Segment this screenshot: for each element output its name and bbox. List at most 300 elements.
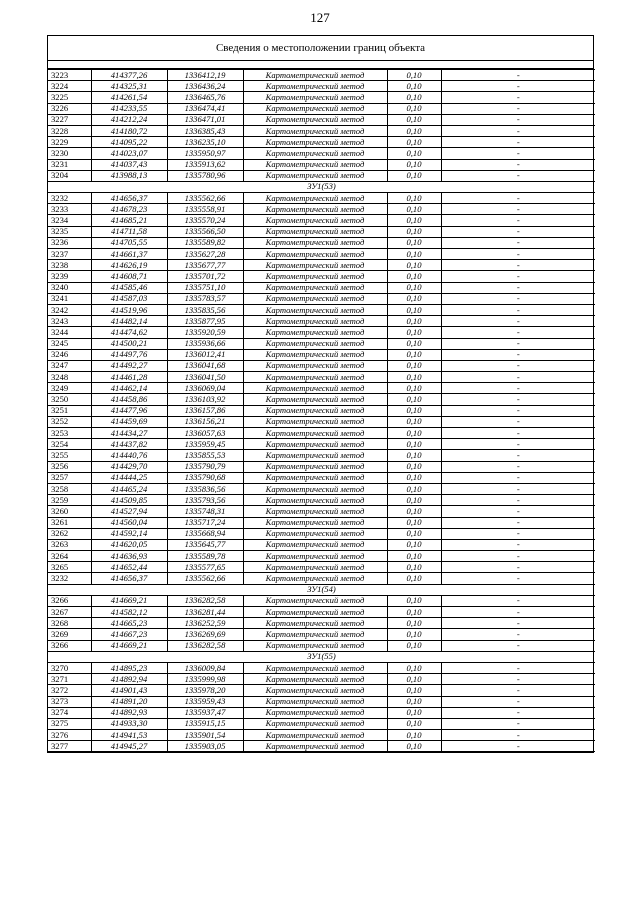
x-coordinate-cell: 414901,43 [91, 685, 167, 696]
table-row [48, 304, 595, 315]
page-number: 127 [310, 10, 330, 25]
method-cell: Картометрический метод [243, 528, 387, 539]
precision-cell: 0,10 [387, 405, 441, 416]
precision-cell: 0,10 [387, 707, 441, 718]
note-cell: - [441, 551, 595, 562]
y-coordinate-cell: 1336385,43 [167, 125, 243, 136]
y-coordinate-cell: 1335936,66 [167, 338, 243, 349]
x-coordinate-cell: 414180,72 [91, 125, 167, 136]
y-coordinate-cell: 1336471,01 [167, 114, 243, 125]
x-coordinate-cell: 414678,23 [91, 204, 167, 215]
method-cell: Картометрический метод [243, 607, 387, 618]
point-id-cell: 3255 [48, 450, 91, 461]
y-coordinate-cell: 1335959,43 [167, 696, 243, 707]
x-coordinate-cell: 414667,23 [91, 629, 167, 640]
method-cell: Картометрический метод [243, 193, 387, 204]
table-row [48, 495, 595, 506]
point-id-cell: 3249 [48, 383, 91, 394]
y-coordinate-cell: 1335577,65 [167, 562, 243, 573]
table-row [48, 70, 595, 81]
precision-cell: 0,10 [387, 640, 441, 651]
note-cell: - [441, 394, 595, 405]
point-id-cell: 3250 [48, 394, 91, 405]
note-cell: - [441, 92, 595, 103]
y-coordinate-cell: 1335562,66 [167, 573, 243, 584]
coordinates-sheet [47, 35, 594, 753]
point-id-cell: 3261 [48, 517, 91, 528]
y-coordinate-cell: 1336252,59 [167, 618, 243, 629]
point-id-cell: 3204 [48, 170, 91, 181]
point-id-cell: 3233 [48, 204, 91, 215]
point-id-cell: 3262 [48, 528, 91, 539]
table-row [48, 260, 595, 271]
x-coordinate-cell: 414585,46 [91, 282, 167, 293]
method-cell: Картометрический метод [243, 539, 387, 550]
x-coordinate-cell: 414482,14 [91, 316, 167, 327]
section-heading: ЗУ1(54) [48, 584, 595, 595]
point-id-cell: 3256 [48, 461, 91, 472]
precision-cell: 0,10 [387, 495, 441, 506]
precision-cell: 0,10 [387, 193, 441, 204]
x-coordinate-cell: 414437,82 [91, 439, 167, 450]
note-cell: - [441, 237, 595, 248]
method-cell: Картометрический метод [243, 562, 387, 573]
table-row [48, 629, 595, 640]
method-cell: Картометрический метод [243, 316, 387, 327]
y-coordinate-cell: 1335717,24 [167, 517, 243, 528]
x-coordinate-cell: 414233,55 [91, 103, 167, 114]
method-cell: Картометрический метод [243, 360, 387, 371]
point-id-cell: 3235 [48, 226, 91, 237]
x-coordinate-cell: 414519,96 [91, 304, 167, 315]
y-coordinate-cell: 1335920,59 [167, 327, 243, 338]
point-id-cell: 3247 [48, 360, 91, 371]
note-cell: - [441, 685, 595, 696]
point-id-cell: 3266 [48, 640, 91, 651]
point-id-cell: 3259 [48, 495, 91, 506]
x-coordinate-cell: 414661,37 [91, 249, 167, 260]
point-id-cell: 3270 [48, 662, 91, 673]
y-coordinate-cell: 1335915,15 [167, 718, 243, 729]
precision-cell: 0,10 [387, 696, 441, 707]
x-coordinate-cell: 414636,93 [91, 551, 167, 562]
point-id-cell: 3277 [48, 741, 91, 752]
x-coordinate-cell: 414669,21 [91, 595, 167, 606]
table-row [48, 517, 595, 528]
precision-cell: 0,10 [387, 629, 441, 640]
point-id-cell: 3265 [48, 562, 91, 573]
method-cell: Картометрический метод [243, 696, 387, 707]
point-id-cell: 3267 [48, 607, 91, 618]
note-cell: - [441, 718, 595, 729]
point-id-cell: 3273 [48, 696, 91, 707]
x-coordinate-cell: 414023,07 [91, 148, 167, 159]
precision-cell: 0,10 [387, 506, 441, 517]
x-coordinate-cell: 414895,23 [91, 662, 167, 673]
point-id-cell: 3229 [48, 137, 91, 148]
table-row [48, 696, 595, 707]
y-coordinate-cell: 1335903,05 [167, 741, 243, 752]
point-id-cell: 3266 [48, 595, 91, 606]
note-cell: - [441, 271, 595, 282]
x-coordinate-cell: 413988,13 [91, 170, 167, 181]
y-coordinate-cell: 1336282,58 [167, 595, 243, 606]
x-coordinate-cell: 414592,14 [91, 528, 167, 539]
method-cell: Картометрический метод [243, 495, 387, 506]
x-coordinate-cell: 414509,85 [91, 495, 167, 506]
precision-cell: 0,10 [387, 730, 441, 741]
precision-cell: 0,10 [387, 215, 441, 226]
precision-cell: 0,10 [387, 349, 441, 360]
table-row [48, 730, 595, 741]
table-row [48, 92, 595, 103]
table-row [48, 293, 595, 304]
precision-cell: 0,10 [387, 293, 441, 304]
x-coordinate-cell: 414492,27 [91, 360, 167, 371]
note-cell: - [441, 450, 595, 461]
point-id-cell: 3276 [48, 730, 91, 741]
y-coordinate-cell: 1336282,58 [167, 640, 243, 651]
precision-cell: 0,10 [387, 741, 441, 752]
y-coordinate-cell: 1335589,82 [167, 237, 243, 248]
table-row [48, 483, 595, 494]
point-id-cell: 3231 [48, 159, 91, 170]
table-row [48, 316, 595, 327]
coordinates-table [48, 69, 595, 752]
precision-cell: 0,10 [387, 304, 441, 315]
method-cell: Картометрический метод [243, 416, 387, 427]
note-cell: - [441, 618, 595, 629]
x-coordinate-cell: 414440,76 [91, 450, 167, 461]
method-cell: Картометрический метод [243, 439, 387, 450]
precision-cell: 0,10 [387, 70, 441, 81]
x-coordinate-cell: 414500,21 [91, 338, 167, 349]
point-id-cell: 3244 [48, 327, 91, 338]
x-coordinate-cell: 414620,05 [91, 539, 167, 550]
method-cell: Картометрический метод [243, 204, 387, 215]
x-coordinate-cell: 414626,19 [91, 260, 167, 271]
table-row [48, 103, 595, 114]
section-heading: ЗУ1(53) [48, 181, 595, 192]
table-row [48, 640, 595, 651]
y-coordinate-cell: 1335751,10 [167, 282, 243, 293]
y-coordinate-cell: 1336474,41 [167, 103, 243, 114]
point-id-cell: 3258 [48, 483, 91, 494]
note-cell: - [441, 114, 595, 125]
method-cell: Картометрический метод [243, 260, 387, 271]
note-cell: - [441, 405, 595, 416]
note-cell: - [441, 472, 595, 483]
precision-cell: 0,10 [387, 282, 441, 293]
y-coordinate-cell: 1336412,19 [167, 70, 243, 81]
method-cell: Картометрический метод [243, 718, 387, 729]
table-row [48, 472, 595, 483]
x-coordinate-cell: 414945,27 [91, 741, 167, 752]
y-coordinate-cell: 1335780,96 [167, 170, 243, 181]
precision-cell: 0,10 [387, 618, 441, 629]
table-row [48, 148, 595, 159]
precision-cell: 0,10 [387, 125, 441, 136]
y-coordinate-cell: 1336281,44 [167, 607, 243, 618]
y-coordinate-cell: 1336157,86 [167, 405, 243, 416]
method-cell: Картометрический метод [243, 226, 387, 237]
y-coordinate-cell: 1336269,69 [167, 629, 243, 640]
y-coordinate-cell: 1335566,50 [167, 226, 243, 237]
precision-cell: 0,10 [387, 316, 441, 327]
method-cell: Картометрический метод [243, 595, 387, 606]
y-coordinate-cell: 1335570,24 [167, 215, 243, 226]
note-cell: - [441, 226, 595, 237]
point-id-cell: 3272 [48, 685, 91, 696]
precision-cell: 0,10 [387, 674, 441, 685]
precision-cell: 0,10 [387, 718, 441, 729]
point-id-cell: 3239 [48, 271, 91, 282]
point-id-cell: 3275 [48, 718, 91, 729]
precision-cell: 0,10 [387, 562, 441, 573]
y-coordinate-cell: 1335677,77 [167, 260, 243, 271]
note-cell: - [441, 595, 595, 606]
method-cell: Картометрический метод [243, 349, 387, 360]
note-cell: - [441, 81, 595, 92]
y-coordinate-cell: 1335645,77 [167, 539, 243, 550]
x-coordinate-cell: 414560,04 [91, 517, 167, 528]
point-id-cell: 3241 [48, 293, 91, 304]
section-heading-row [48, 181, 595, 192]
point-id-cell: 3232 [48, 193, 91, 204]
method-cell: Картометрический метод [243, 137, 387, 148]
note-cell: - [441, 338, 595, 349]
table-row [48, 618, 595, 629]
table-row [48, 81, 595, 92]
method-cell: Картометрический метод [243, 338, 387, 349]
method-cell: Картометрический метод [243, 81, 387, 92]
section-heading: ЗУ1(55) [48, 651, 595, 662]
method-cell: Картометрический метод [243, 304, 387, 315]
point-id-cell: 3243 [48, 316, 91, 327]
note-cell: - [441, 562, 595, 573]
note-cell: - [441, 629, 595, 640]
precision-cell: 0,10 [387, 607, 441, 618]
point-id-cell: 3253 [48, 428, 91, 439]
precision-cell: 0,10 [387, 394, 441, 405]
y-coordinate-cell: 1335783,57 [167, 293, 243, 304]
note-cell: - [441, 170, 595, 181]
table-row [48, 125, 595, 136]
x-coordinate-cell: 414429,70 [91, 461, 167, 472]
note-cell: - [441, 539, 595, 550]
table-row [48, 282, 595, 293]
note-cell: - [441, 428, 595, 439]
x-coordinate-cell: 414892,93 [91, 707, 167, 718]
note-cell: - [441, 282, 595, 293]
y-coordinate-cell: 1336103,92 [167, 394, 243, 405]
table-row [48, 528, 595, 539]
table-row [48, 662, 595, 673]
point-id-cell: 3269 [48, 629, 91, 640]
precision-cell: 0,10 [387, 360, 441, 371]
x-coordinate-cell: 414477,96 [91, 405, 167, 416]
method-cell: Картометрический метод [243, 271, 387, 282]
point-id-cell: 3232 [48, 573, 91, 584]
method-cell: Картометрический метод [243, 730, 387, 741]
note-cell: - [441, 573, 595, 584]
table-row [48, 551, 595, 562]
y-coordinate-cell: 1336041,68 [167, 360, 243, 371]
precision-cell: 0,10 [387, 595, 441, 606]
note-cell: - [441, 416, 595, 427]
note-cell: - [441, 204, 595, 215]
point-id-cell: 3227 [48, 114, 91, 125]
table-row [48, 394, 595, 405]
method-cell: Картометрический метод [243, 685, 387, 696]
precision-cell: 0,10 [387, 148, 441, 159]
note-cell: - [441, 707, 595, 718]
note-cell: - [441, 607, 595, 618]
table-row [48, 372, 595, 383]
precision-cell: 0,10 [387, 539, 441, 550]
note-cell: - [441, 674, 595, 685]
x-coordinate-cell: 414665,23 [91, 618, 167, 629]
y-coordinate-cell: 1335562,66 [167, 193, 243, 204]
table-row [48, 674, 595, 685]
table-row [48, 114, 595, 125]
table-row [48, 416, 595, 427]
note-cell: - [441, 741, 595, 752]
method-cell: Картометрический метод [243, 640, 387, 651]
x-coordinate-cell: 414656,37 [91, 573, 167, 584]
y-coordinate-cell: 1336012,41 [167, 349, 243, 360]
table-row [48, 349, 595, 360]
x-coordinate-cell: 414037,43 [91, 159, 167, 170]
table-row [48, 360, 595, 371]
x-coordinate-cell: 414462,14 [91, 383, 167, 394]
point-id-cell: 3254 [48, 439, 91, 450]
point-id-cell: 3257 [48, 472, 91, 483]
method-cell: Картометрический метод [243, 483, 387, 494]
x-coordinate-cell: 414212,24 [91, 114, 167, 125]
x-coordinate-cell: 414474,62 [91, 327, 167, 338]
precision-cell: 0,10 [387, 450, 441, 461]
precision-cell: 0,10 [387, 461, 441, 472]
precision-cell: 0,10 [387, 551, 441, 562]
y-coordinate-cell: 1336041,50 [167, 372, 243, 383]
x-coordinate-cell: 414261,54 [91, 92, 167, 103]
precision-cell: 0,10 [387, 103, 441, 114]
table-row [48, 607, 595, 618]
x-coordinate-cell: 414685,21 [91, 215, 167, 226]
note-cell: - [441, 483, 595, 494]
y-coordinate-cell: 1335589,78 [167, 551, 243, 562]
section-heading-row [48, 584, 595, 595]
method-cell: Картометрический метод [243, 92, 387, 103]
table-row [48, 506, 595, 517]
x-coordinate-cell: 414458,86 [91, 394, 167, 405]
x-coordinate-cell: 414711,58 [91, 226, 167, 237]
note-cell: - [441, 383, 595, 394]
table-row [48, 595, 595, 606]
note-cell: - [441, 528, 595, 539]
method-cell: Картометрический метод [243, 662, 387, 673]
y-coordinate-cell: 1335901,54 [167, 730, 243, 741]
precision-cell: 0,10 [387, 416, 441, 427]
coordinates-table-body [48, 70, 595, 752]
method-cell: Картометрический метод [243, 159, 387, 170]
method-cell: Картометрический метод [243, 551, 387, 562]
table-row [48, 249, 595, 260]
table-row [48, 170, 595, 181]
table-row [48, 137, 595, 148]
table-row [48, 539, 595, 550]
method-cell: Картометрический метод [243, 125, 387, 136]
method-cell: Картометрический метод [243, 629, 387, 640]
table-row [48, 685, 595, 696]
y-coordinate-cell: 1335790,79 [167, 461, 243, 472]
table-row [48, 405, 595, 416]
precision-cell: 0,10 [387, 271, 441, 282]
table-row [48, 215, 595, 226]
method-cell: Картометрический метод [243, 282, 387, 293]
note-cell: - [441, 327, 595, 338]
x-coordinate-cell: 414377,26 [91, 70, 167, 81]
y-coordinate-cell: 1335913,62 [167, 159, 243, 170]
method-cell: Картометрический метод [243, 170, 387, 181]
x-coordinate-cell: 414459,69 [91, 416, 167, 427]
precision-cell: 0,10 [387, 428, 441, 439]
precision-cell: 0,10 [387, 260, 441, 271]
point-id-cell: 3234 [48, 215, 91, 226]
method-cell: Картометрический метод [243, 506, 387, 517]
x-coordinate-cell: 414461,28 [91, 372, 167, 383]
method-cell: Картометрический метод [243, 70, 387, 81]
method-cell: Картометрический метод [243, 707, 387, 718]
y-coordinate-cell: 1336069,04 [167, 383, 243, 394]
table-row [48, 562, 595, 573]
method-cell: Картометрический метод [243, 461, 387, 472]
point-id-cell: 3228 [48, 125, 91, 136]
table-row [48, 428, 595, 439]
point-id-cell: 3274 [48, 707, 91, 718]
method-cell: Картометрический метод [243, 148, 387, 159]
note-cell: - [441, 349, 595, 360]
x-coordinate-cell: 414444,25 [91, 472, 167, 483]
point-id-cell: 3237 [48, 249, 91, 260]
point-id-cell: 3251 [48, 405, 91, 416]
point-id-cell: 3263 [48, 539, 91, 550]
method-cell: Картометрический метод [243, 472, 387, 483]
y-coordinate-cell: 1335937,47 [167, 707, 243, 718]
header-spacer [48, 61, 593, 69]
note-cell: - [441, 249, 595, 260]
table-row [48, 338, 595, 349]
table-row [48, 573, 595, 584]
table-row [48, 204, 595, 215]
method-cell: Картометрический метод [243, 372, 387, 383]
table-title: Сведения о местоположении границ объекта [48, 36, 593, 61]
table-row [48, 450, 595, 461]
precision-cell: 0,10 [387, 170, 441, 181]
y-coordinate-cell: 1335835,56 [167, 304, 243, 315]
y-coordinate-cell: 1335793,56 [167, 495, 243, 506]
point-id-cell: 3223 [48, 70, 91, 81]
method-cell: Картометрический метод [243, 517, 387, 528]
section-heading-row [48, 651, 595, 662]
note-cell: - [441, 730, 595, 741]
y-coordinate-cell: 1335558,91 [167, 204, 243, 215]
y-coordinate-cell: 1336057,63 [167, 428, 243, 439]
method-cell: Картометрический метод [243, 741, 387, 752]
x-coordinate-cell: 414325,31 [91, 81, 167, 92]
y-coordinate-cell: 1335959,45 [167, 439, 243, 450]
